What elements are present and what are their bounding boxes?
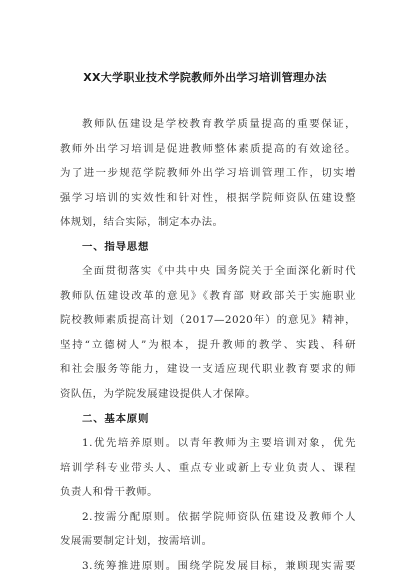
paragraph-line: 1.优先培养原则。以青年教师为主要培训对象，优先	[82, 437, 356, 450]
paragraph-line: 和社会服务等能力，建设一支适应现代职业教育要求的师	[60, 363, 356, 376]
document-title: XX大学职业技术学院教师外出学习培训管理办法	[83, 71, 327, 84]
paragraph-line: 教师队伍建设改革的意见》《教育部 财政部关于实施职业	[60, 289, 356, 302]
paragraph-line: 负责人和骨干教师。	[60, 486, 159, 499]
section-heading: 二、基本原则	[82, 412, 150, 425]
paragraph-line: 为了进一步规范学院教师外出学习培训管理工作，切实增	[60, 167, 356, 180]
paragraph-line: 培训学科专业带头人、重点专业或新上专业负责人、课程	[60, 461, 356, 474]
paragraph-line: 教师队伍建设是学校教育教学质量提高的重要保证，	[82, 118, 356, 130]
paragraph-line: 3.统筹推进原则。围绕学院发展目标，兼顾现实需要	[82, 559, 356, 572]
document-body	[60, 112, 356, 578]
paragraph-line: 强学习培训的实效性和针对性，根据学院师资队伍建设整	[60, 191, 356, 204]
paragraph-line: 教师外出学习培训是促进教师整体素质提高的有效途径。	[60, 142, 356, 155]
paragraph-line: 全面贯彻落实《中共中央 国务院关于全面深化新时代	[82, 265, 356, 278]
section-heading: 一、指导思想	[82, 240, 150, 253]
paragraph-line: 发展需要制定计划，按需培训。	[60, 535, 213, 548]
paragraph-line: 资队伍，为学院发展建设提供人才保障。	[60, 388, 257, 401]
paragraph-line: 坚持“立德树人”为根本，提升教师的教学、实践、科研	[60, 338, 356, 351]
paragraph-line: 体规划，结合实际，制定本办法。	[60, 216, 224, 229]
paragraph-line: 2.按需分配原则。依据学院师资队伍建设及教师个人	[82, 510, 356, 523]
paragraph-line: 院校教师素质提高计划（2017—2020年）的意见》精神，	[60, 314, 356, 327]
